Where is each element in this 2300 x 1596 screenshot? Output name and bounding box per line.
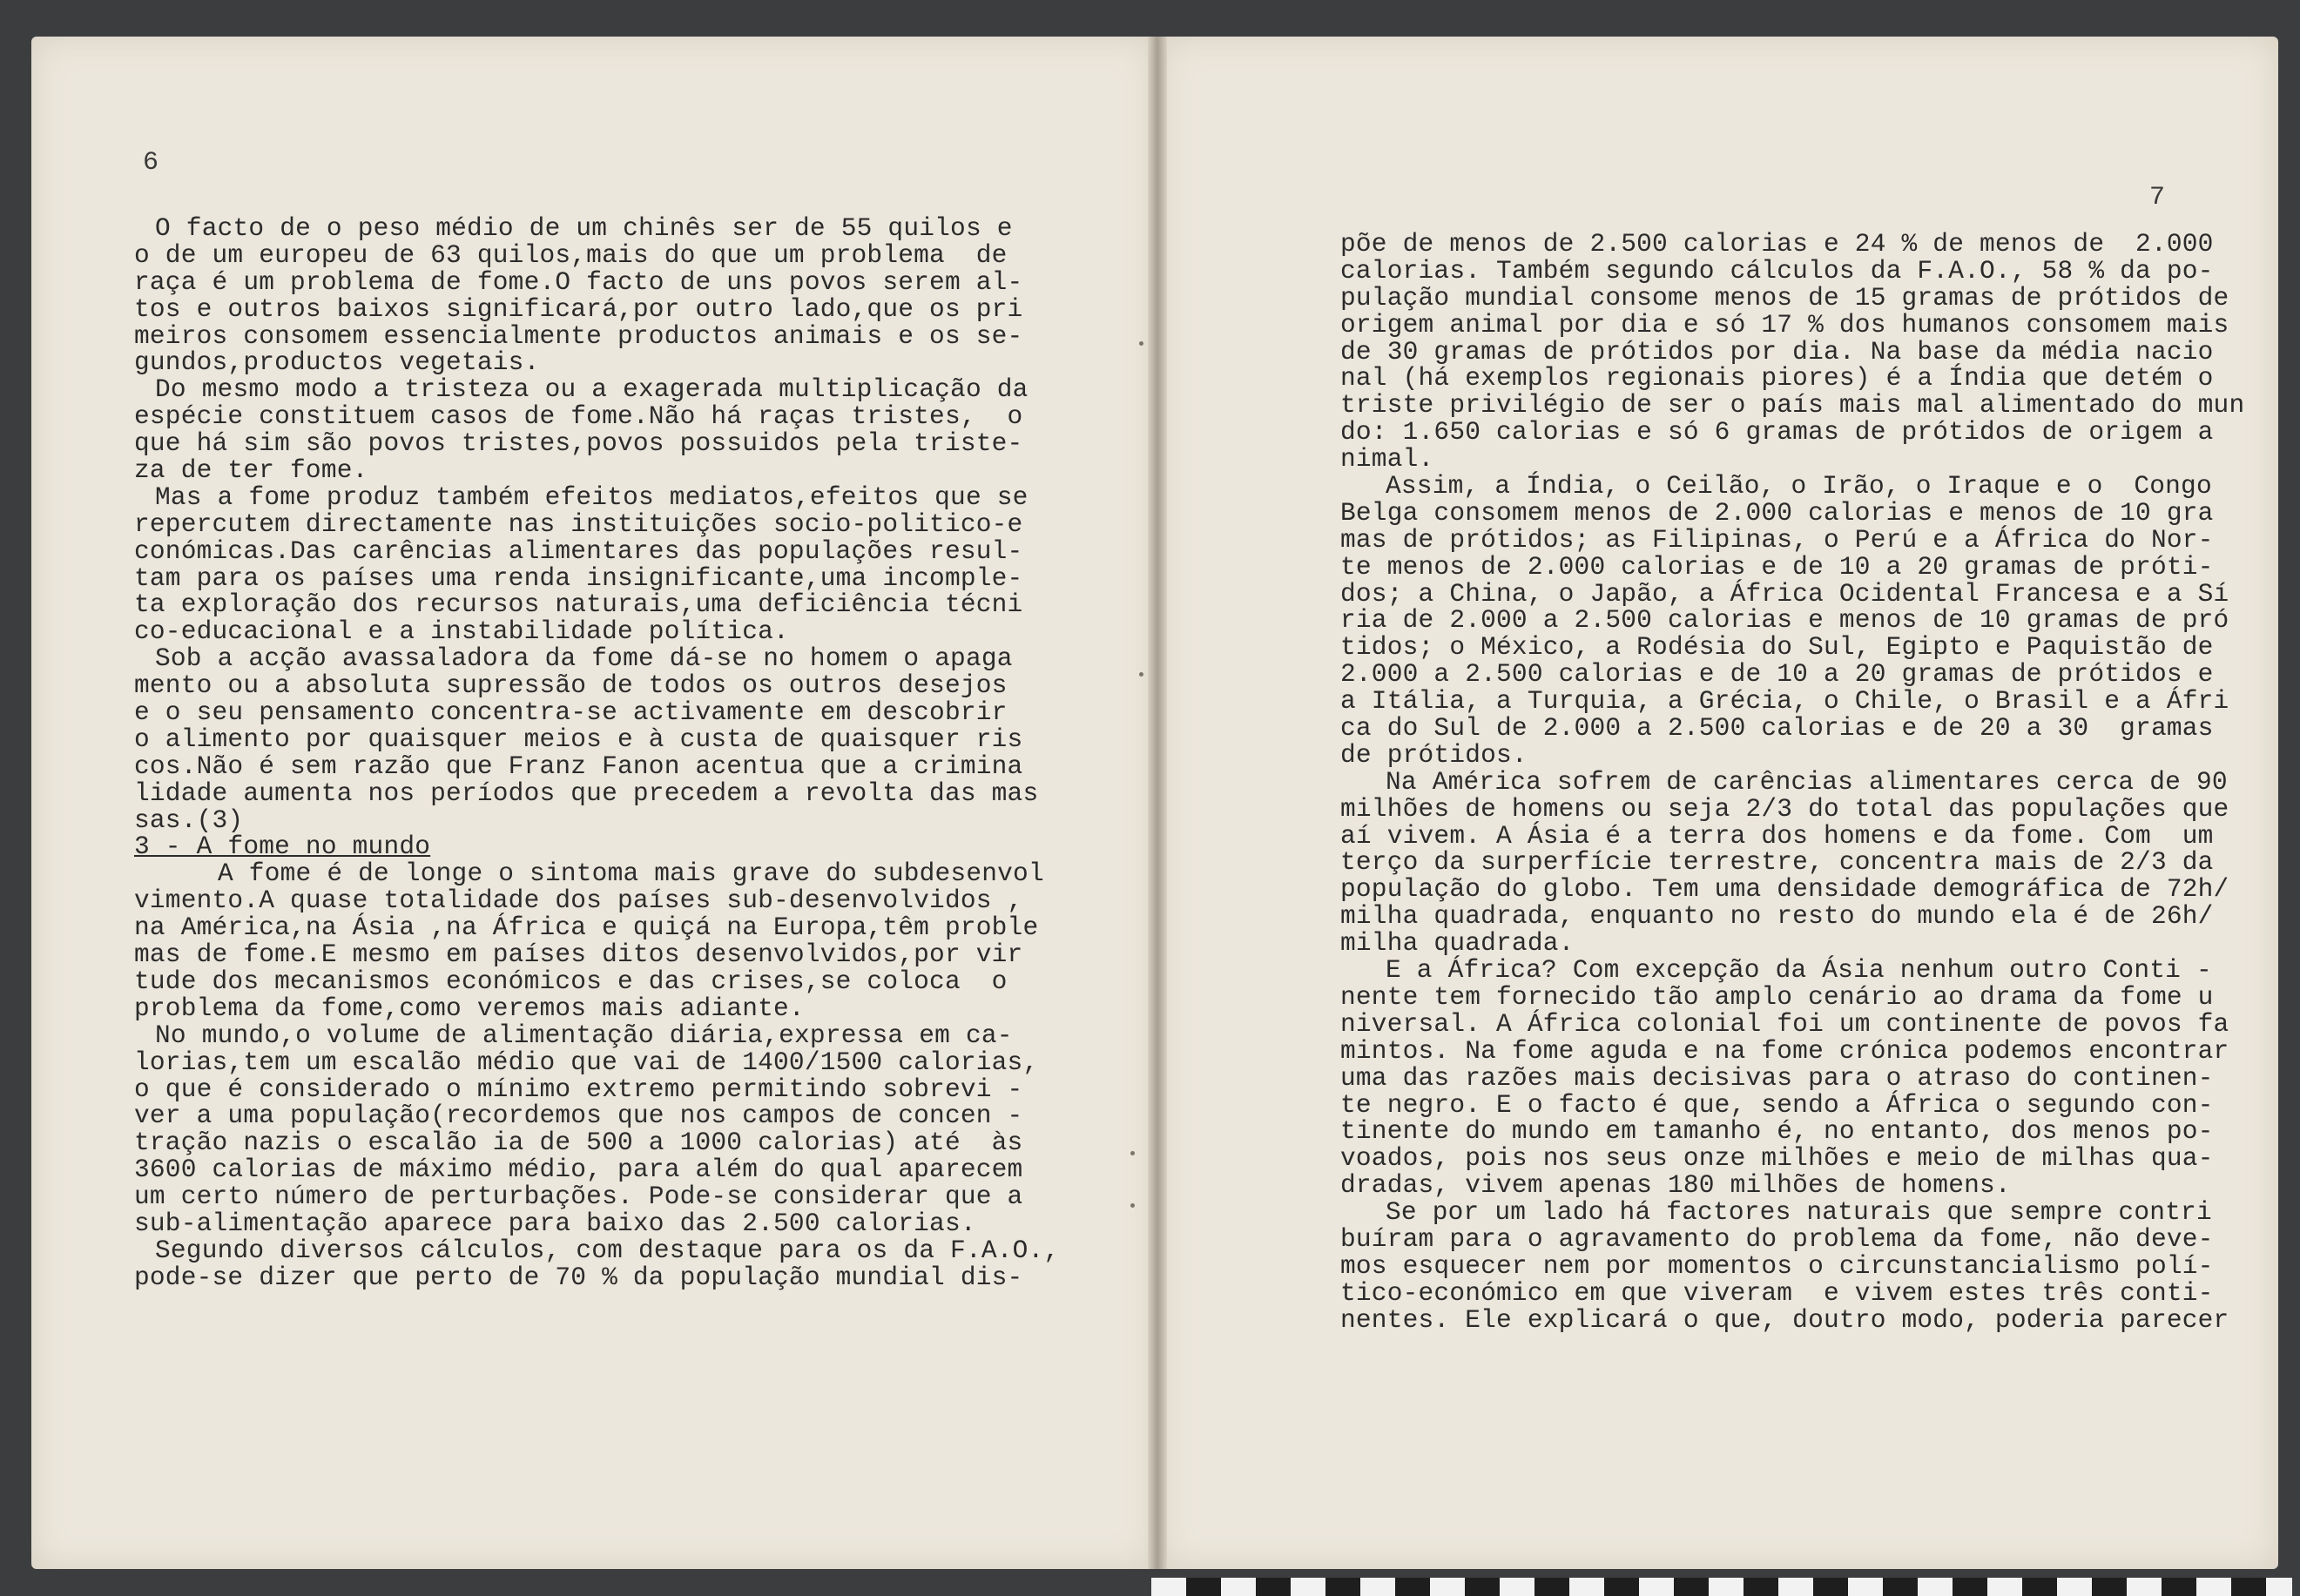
text-line: triste privilégio de ser o país mais mal alimentado do mun <box>1340 390 2245 421</box>
text-line: tam para os países uma renda insignificante,uma incomple- <box>134 562 1023 593</box>
text-line: nimal. <box>1340 444 1434 475</box>
text-line: ta exploração dos recursos naturais,uma deficiência técni <box>134 589 1023 620</box>
text-line: problema da fome,como veremos mais adiante. <box>134 993 805 1023</box>
text-line: co-educacional e a instabilidade política. <box>134 616 789 647</box>
text-line: põe de menos de 2.500 calorias e 24 % de menos de 2.000 <box>1340 229 2214 259</box>
text-line: milha quadrada, enquanto no resto do mundo ela é de 26h/ <box>1340 901 2214 932</box>
punch-mark <box>1130 1151 1135 1155</box>
left-page-number: 6 <box>143 148 159 178</box>
text-line: ca do Sul de 2.000 a 2.500 calorias e de 20 a 30 gramas <box>1340 713 2214 744</box>
text-line: tidos; o México, a Rodésia do Sul, Egipto e Paquistão de <box>1340 632 2214 663</box>
section-heading: 3 - A fome no mundo <box>134 832 431 862</box>
text-line: pulação mundial consome menos de 15 gramas de prótidos de <box>1340 282 2229 313</box>
text-line: um certo número de perturbações. Pode-se considerar que a <box>134 1182 1023 1212</box>
text-line: que há sim são povos tristes,povos possuidos pela triste- <box>134 428 1023 459</box>
text-line: mento ou a absoluta supressão de todos os outros desejos <box>134 670 1008 701</box>
text-line: te negro. E o facto é que, sendo a África o segundo con- <box>1340 1089 2214 1120</box>
scale-ruler <box>1151 1578 2292 1596</box>
punch-mark <box>1139 341 1143 346</box>
text-line: o de um europeu de 63 quilos,mais do que um problema de <box>134 239 1008 270</box>
text-line: lorias,tem um escalão médio que vai de 1400/1500 calorias, <box>134 1047 1039 1077</box>
punch-mark <box>1130 1203 1135 1208</box>
text-line: lidade aumenta nos períodos que precedem a revolta das mas <box>134 778 1039 808</box>
book-gutter <box>1148 37 1167 1569</box>
open-book <box>31 37 2278 1569</box>
text-line: espécie constituem casos de fome.Não há raças tristes, o <box>134 401 1023 432</box>
text-line: milhões de homens ou seja 2/3 do total das populações que <box>1340 793 2229 824</box>
text-line: No mundo,o volume de alimentação diária,expressa em ca- <box>155 1020 1013 1050</box>
text-line: mas de fome.E mesmo em países ditos desenvolvidos,por vir <box>134 939 1023 970</box>
text-line: te menos de 2.000 calorias e de 10 a 20 gramas de próti- <box>1340 551 2214 582</box>
text-line: meiros consomem essencialmente productos animais e os se- <box>134 320 1023 351</box>
text-line: A fome é de longe o sintoma mais grave do subdesenvol <box>218 859 1044 889</box>
text-line: de prótidos. <box>1340 739 1528 770</box>
text-line: nente tem fornecido tão amplo cenário ao drama da fome u <box>1340 981 2214 1012</box>
text-line: calorias. Também segundo cálculos da F.A.O., 58 % da po- <box>1340 255 2214 286</box>
text-line: sub-alimentação aparece para baixo das 2.500 calorias. <box>134 1208 976 1238</box>
text-line: tinente do mundo em tamanho é, no entanto, dos menos po- <box>1340 1116 2214 1147</box>
text-line: dradas, vivem apenas 180 milhões de homens. <box>1340 1170 2011 1201</box>
text-line: tos e outros baixos significará,por outro lado,que os pri <box>134 293 1023 324</box>
text-line: cos.Não é sem razão que Franz Fanon acentua que a crimina <box>134 751 1023 781</box>
text-line: gundos,productos vegetais. <box>134 347 540 378</box>
text-line: mos esquecer nem por momentos o circunstancialismo polí- <box>1340 1250 2214 1281</box>
text-line: aí vivem. A Ásia é a terra dos homens e da fome. Com um <box>1340 820 2214 851</box>
text-line: buíram para o agravamento do problema da fome, não deve- <box>1340 1223 2214 1254</box>
text-line: sas.(3) <box>134 805 244 835</box>
right-page <box>1160 37 2278 1569</box>
text-line: mas de prótidos; as Filipinas, o Perú e a África do Nor- <box>1340 524 2214 555</box>
text-line: Assim, a Índia, o Ceilão, o Irão, o Iraque e o Congo <box>1386 471 2212 502</box>
text-line: a Itália, a Turquia, a Grécia, o Chile, o Brasil e a Áfri <box>1340 686 2229 717</box>
text-line: uma das razões mais decisivas para o atraso do continen- <box>1340 1062 2214 1093</box>
text-line: nentes. Ele explicará o que, doutro modo, poderia parecer <box>1340 1304 2229 1335</box>
text-line: população do globo. Tem uma densidade demográfica de 72h/ <box>1340 874 2229 905</box>
text-line: Belga consomem menos de 2.000 calorias e menos de 10 gra <box>1340 497 2214 528</box>
text-line: 3600 calorias de máximo médio, para além do qual aparecem <box>134 1155 1023 1185</box>
text-line: repercutem directamente nas instituições socio-politico-e <box>134 508 1023 539</box>
text-line: e o seu pensamento concentra-se activamente em descobrir <box>134 697 1008 728</box>
text-line: 2.000 a 2.500 calorias e de 10 a 20 gramas de prótidos e <box>1340 659 2214 690</box>
text-line: o que é considerado o mínimo extremo permitindo sobrevi - <box>134 1074 1023 1104</box>
text-line: E a África? Com excepção da Ásia nenhum outro Conti - <box>1386 955 2212 986</box>
text-line: tração nazis o escalão ia de 500 a 1000 calorias) até às <box>134 1128 1023 1158</box>
text-line: niversal. A África colonial foi um continente de povos fa <box>1340 1008 2229 1039</box>
left-page <box>31 37 1155 1569</box>
right-page-text <box>1340 231 2244 1334</box>
text-line: ver a uma população(recordemos que nos campos de concen - <box>134 1101 1023 1131</box>
right-page-number: 7 <box>2149 183 2166 212</box>
text-line: Do mesmo modo a tristeza ou a exagerada multiplicação da <box>155 374 1029 405</box>
text-line: vimento.A quase totalidade dos países sub-desenvolvidos , <box>134 886 1023 916</box>
text-line: do: 1.650 calorias e só 6 gramas de prótidos de origem a <box>1340 417 2214 448</box>
text-line: Sob a acção avassaladora da fome dá-se no homem o apaga <box>155 643 1013 674</box>
text-line: Mas a fome produz também efeitos mediatos,efeitos que se <box>155 481 1029 512</box>
text-line: O facto de o peso médio de um chinês ser de 55 quilos e <box>155 213 1013 243</box>
text-line: pode-se dizer que perto de 70 % da população mundial dis- <box>134 1262 1023 1292</box>
text-line: za de ter fome. <box>134 455 368 486</box>
text-line: voados, pois nos seus onze milhões e meio de milhas qua- <box>1340 1143 2214 1174</box>
punch-mark <box>1139 672 1143 677</box>
text-line: dos; a China, o Japão, a África Ocidental Francesa e a Sí <box>1340 578 2229 609</box>
text-line: Segundo diversos cálculos, com destaque para os da F.A.O., <box>155 1235 1060 1265</box>
text-line: mintos. Na fome aguda e na fome crónica podemos encontrar <box>1340 1035 2229 1066</box>
text-line: tico-económico em que viveram e vivem estes três conti- <box>1340 1277 2214 1308</box>
text-line: milha quadrada. <box>1340 928 1575 959</box>
text-line: terço da surperfície terrestre, concentra mais de 2/3 da <box>1340 847 2214 878</box>
left-page-text <box>134 215 1059 1291</box>
text-line: conómicas.Das carências alimentares das populações resul- <box>134 535 1023 566</box>
text-line: de 30 gramas de prótidos por dia. Na base da média nacio <box>1340 336 2214 367</box>
text-line: Se por um lado há factores naturais que sempre contri <box>1386 1197 2212 1228</box>
text-line: na América,na Ásia ,na África e quiçá na Europa,têm proble <box>134 912 1039 943</box>
text-line: raça é um problema de fome.O facto de uns povos serem al- <box>134 266 1023 297</box>
text-line: tude dos mecanismos económicos e das crises,se coloca o <box>134 966 1008 996</box>
text-line: Na América sofrem de carências alimentares cerca de 90 <box>1386 766 2228 797</box>
text-line: o alimento por quaisquer meios e à custa de quaisquer ris <box>134 724 1023 754</box>
text-line: origem animal por dia e só 17 % dos humanos consomem mais <box>1340 309 2229 340</box>
text-line: nal (há exemplos regionais piores) é a Índia que detém o <box>1340 363 2214 394</box>
text-line: ria de 2.000 a 2.500 calorias e menos de 10 gramas de pró <box>1340 605 2229 636</box>
